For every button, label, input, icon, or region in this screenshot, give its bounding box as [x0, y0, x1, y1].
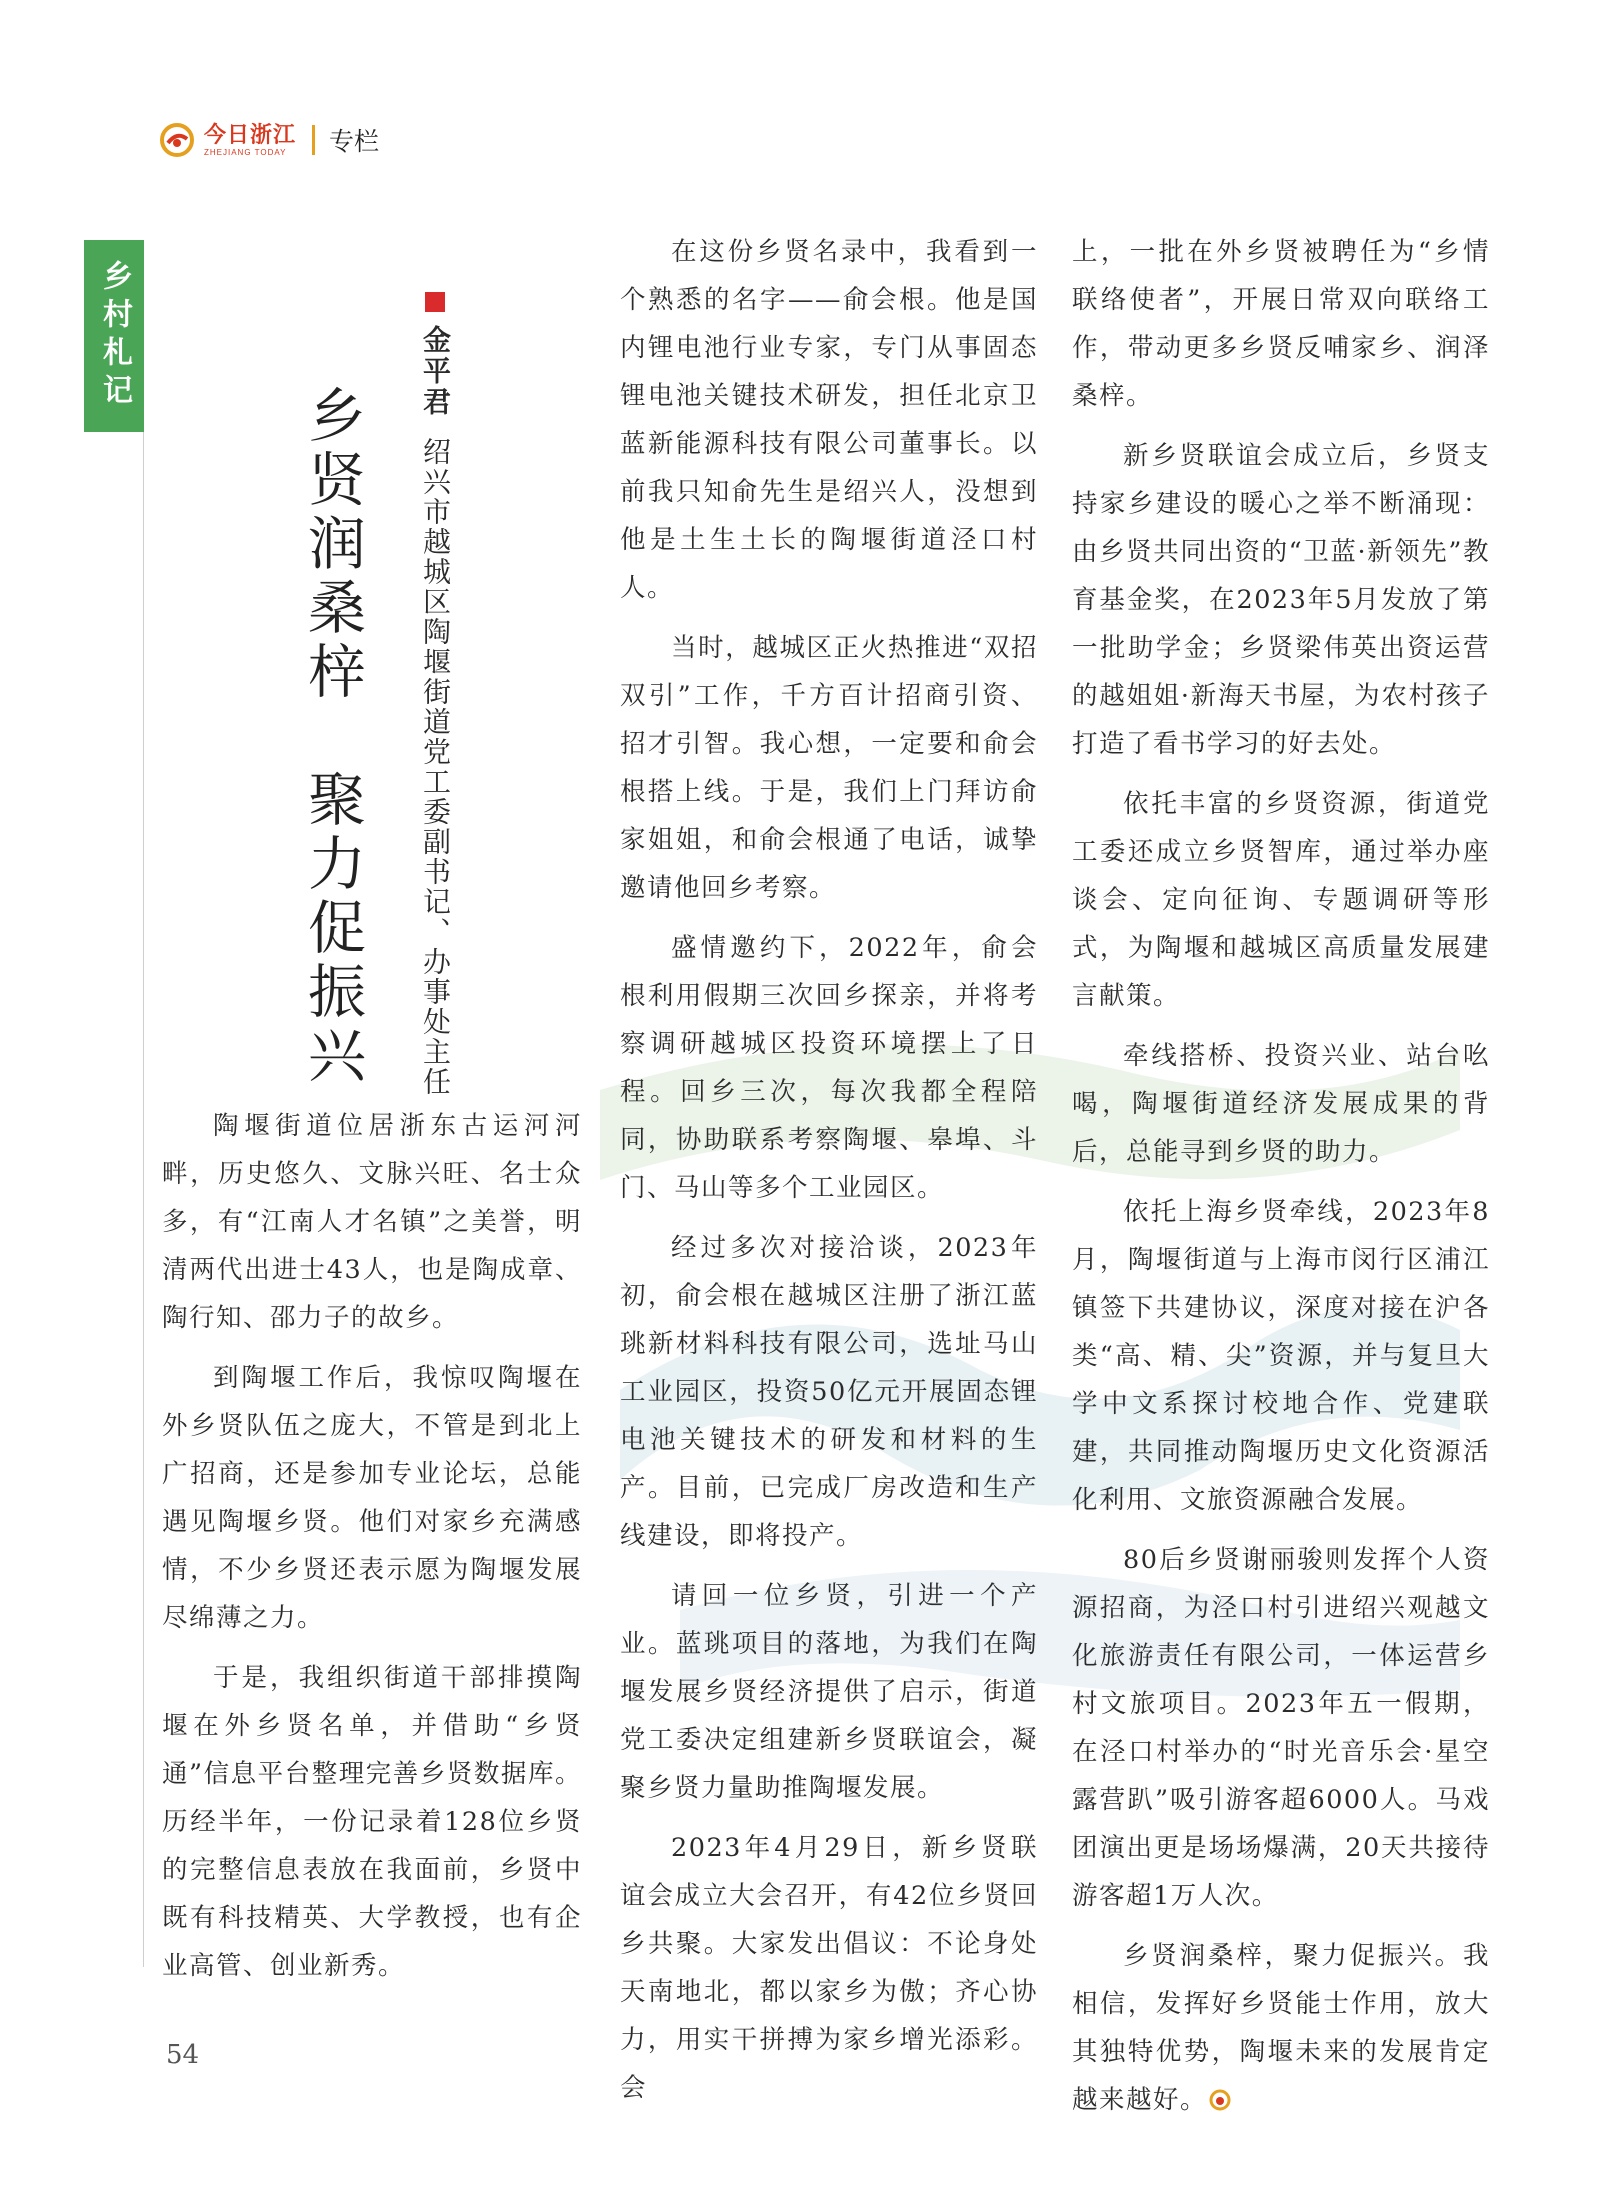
page-header: [160, 118, 379, 162]
paragraph: 在这份乡贤名录中，我看到一个熟悉的名字——俞会根。他是国内锂电池行业专家，专门从事固态锂电池关键技术研发，担任北京卫蓝新能源科技有限公司董事长。以前我只知俞先生是绍兴人，没想到他是土生土长的陶堰街道泾口村人。: [620, 237, 1038, 603]
text-column-1: [162, 1102, 582, 2002]
section-name: 专栏: [329, 127, 380, 156]
byline: [415, 292, 455, 1097]
paragraph: 依托上海乡贤牵线，2023年8月，陶堰街道与上海市闵行区浦江镇签下共建协议，深度对接在沪各类“高、精、尖”资源，并与复旦大学中文系探讨校地合作、党建联建，共同推动陶堰历史文化资源活化利用、文旅资源融合发展。: [1072, 1197, 1490, 1515]
paragraph: 陶堰街道位居浙东古运河河畔，历史悠久、文脉兴旺、名士众多，有“江南人才名镇”之美誉，明清两代出进士43人，也是陶成章、陶行知、邵力子的故乡。: [162, 1111, 582, 1333]
paragraph: 请回一位乡贤，引进一个产业。蓝珧项目的落地，为我们在陶堰发展乡贤经济提供了启示，街道党工委决定组建新乡贤联谊会，凝聚乡贤力量助推陶堰发展。: [620, 1581, 1038, 1803]
paragraph: 到陶堰工作后，我惊叹陶堰在外乡贤队伍之庞大，不管是到北上广招商，还是参加专业论坛，总能遇见陶堰乡贤。他们对家乡充满感情，不少乡贤还表示愿为陶堰发展尽绵薄之力。: [162, 1363, 582, 1633]
end-of-article-icon: [1209, 2089, 1231, 2111]
column-tab-label: 乡村札记: [97, 260, 132, 412]
side-rule: [143, 432, 144, 1967]
paragraph: 80后乡贤谢丽骏则发挥个人资源招商，为泾口村引进绍兴观越文化旅游责任有限公司，一体运营乡村文旅项目。2023年五一假期，在泾口村举办的“时光音乐会·星空露营趴”吸引游客超6000人。马戏团演出更是场场爆满，20天共接待游客超1万人次。: [1072, 1545, 1490, 1911]
paragraph: 2023年4月29日，新乡贤联谊会成立大会召开，有42位乡贤回乡共聚。大家发出倡议：不论身处天南地北，都以家乡为傲；齐心协力，用实干拼搏为家乡增光添彩。会: [620, 1833, 1038, 2103]
paragraph: 当时，越城区正火热推进“双招双引”工作，千方百计招商引资、招才引智。我心想，一定要和俞会根搭上线。于是，我们上门拜访俞家姐姐，和俞会根通了电话，诚挚邀请他回乡考察。: [620, 633, 1038, 903]
paragraph: 于是，我组织街道干部排摸陶堰在外乡贤名单，并借助“乡贤通”信息平台整理完善乡贤数据库。历经半年，一份记录着128位乡贤的完整信息表放在我面前，乡贤中既有科技精英、大学教授，也有企业高管、创业新秀。: [162, 1663, 582, 1981]
closing-text: 乡贤润桑梓，聚力促振兴。我相信，发挥好乡贤能士作用，放大其独特优势，陶堰未来的发展肯定越来越好。: [1072, 1941, 1490, 2115]
paragraph: 新乡贤联谊会成立后，乡贤支持家乡建设的暖心之举不断涌现：由乡贤共同出资的“卫蓝·新领先”教育基金奖，在2023年5月发放了第一批助学金；乡贤梁伟英出资运营的越姐姐·新海天书屋，为农村孩子打造了看书学习的好去处。: [1072, 441, 1490, 759]
text-column-2: [620, 228, 1038, 2124]
header-divider: [312, 125, 315, 155]
text-column-3: [1072, 228, 1490, 2136]
page-number: 54: [166, 2040, 200, 2070]
paragraph: 经过多次对接洽谈，2023年初，俞会根在越城区注册了浙江蓝珧新材料科技有限公司，选址马山工业园区，投资50亿元开展固态锂电池关键技术的研发和材料的生产。目前，已完成厂房改造和生产线建设，即将投产。: [620, 1233, 1038, 1551]
article-title: 乡贤润桑梓 聚力促振兴: [298, 385, 366, 1089]
author-name: 金平君: [419, 325, 452, 419]
magazine-logo: [204, 121, 297, 157]
column-tab: [84, 240, 144, 432]
logo-chinese: 今日浙江: [204, 121, 297, 148]
logo-english: ZHEJIANG TODAY: [204, 147, 287, 157]
paragraph: 牵线搭桥、投资兴业、站台吆喝，陶堰街道经济发展成果的背后，总能寻到乡贤的助力。: [1072, 1041, 1490, 1167]
closing-paragraph: [1072, 1932, 1490, 2124]
paragraph: 依托丰富的乡贤资源，街道党工委还成立乡贤智库，通过举办座谈会、定向征询、专题调研等形式，为陶堰和越城区高质量发展建言献策。: [1072, 789, 1490, 1011]
author-role: 绍兴市越城区陶堰街道党工委副书记、办事处主任: [419, 437, 452, 1098]
paragraph: 盛情邀约下，2022年，俞会根利用假期三次回乡探亲，并将考察调研越城区投资环境摆上了日程。回乡三次，每次我都全程陪同，协助联系考察陶堰、皋埠、斗门、马山等多个工业园区。: [620, 933, 1038, 1203]
magazine-logo-icon: [160, 123, 194, 157]
paragraph-continued: 上，一批在外乡贤被聘任为“乡情联络使者”，开展日常双向联络工作，带动更多乡贤反哺家乡、润泽桑梓。: [1072, 237, 1490, 411]
byline-marker: [425, 292, 445, 312]
